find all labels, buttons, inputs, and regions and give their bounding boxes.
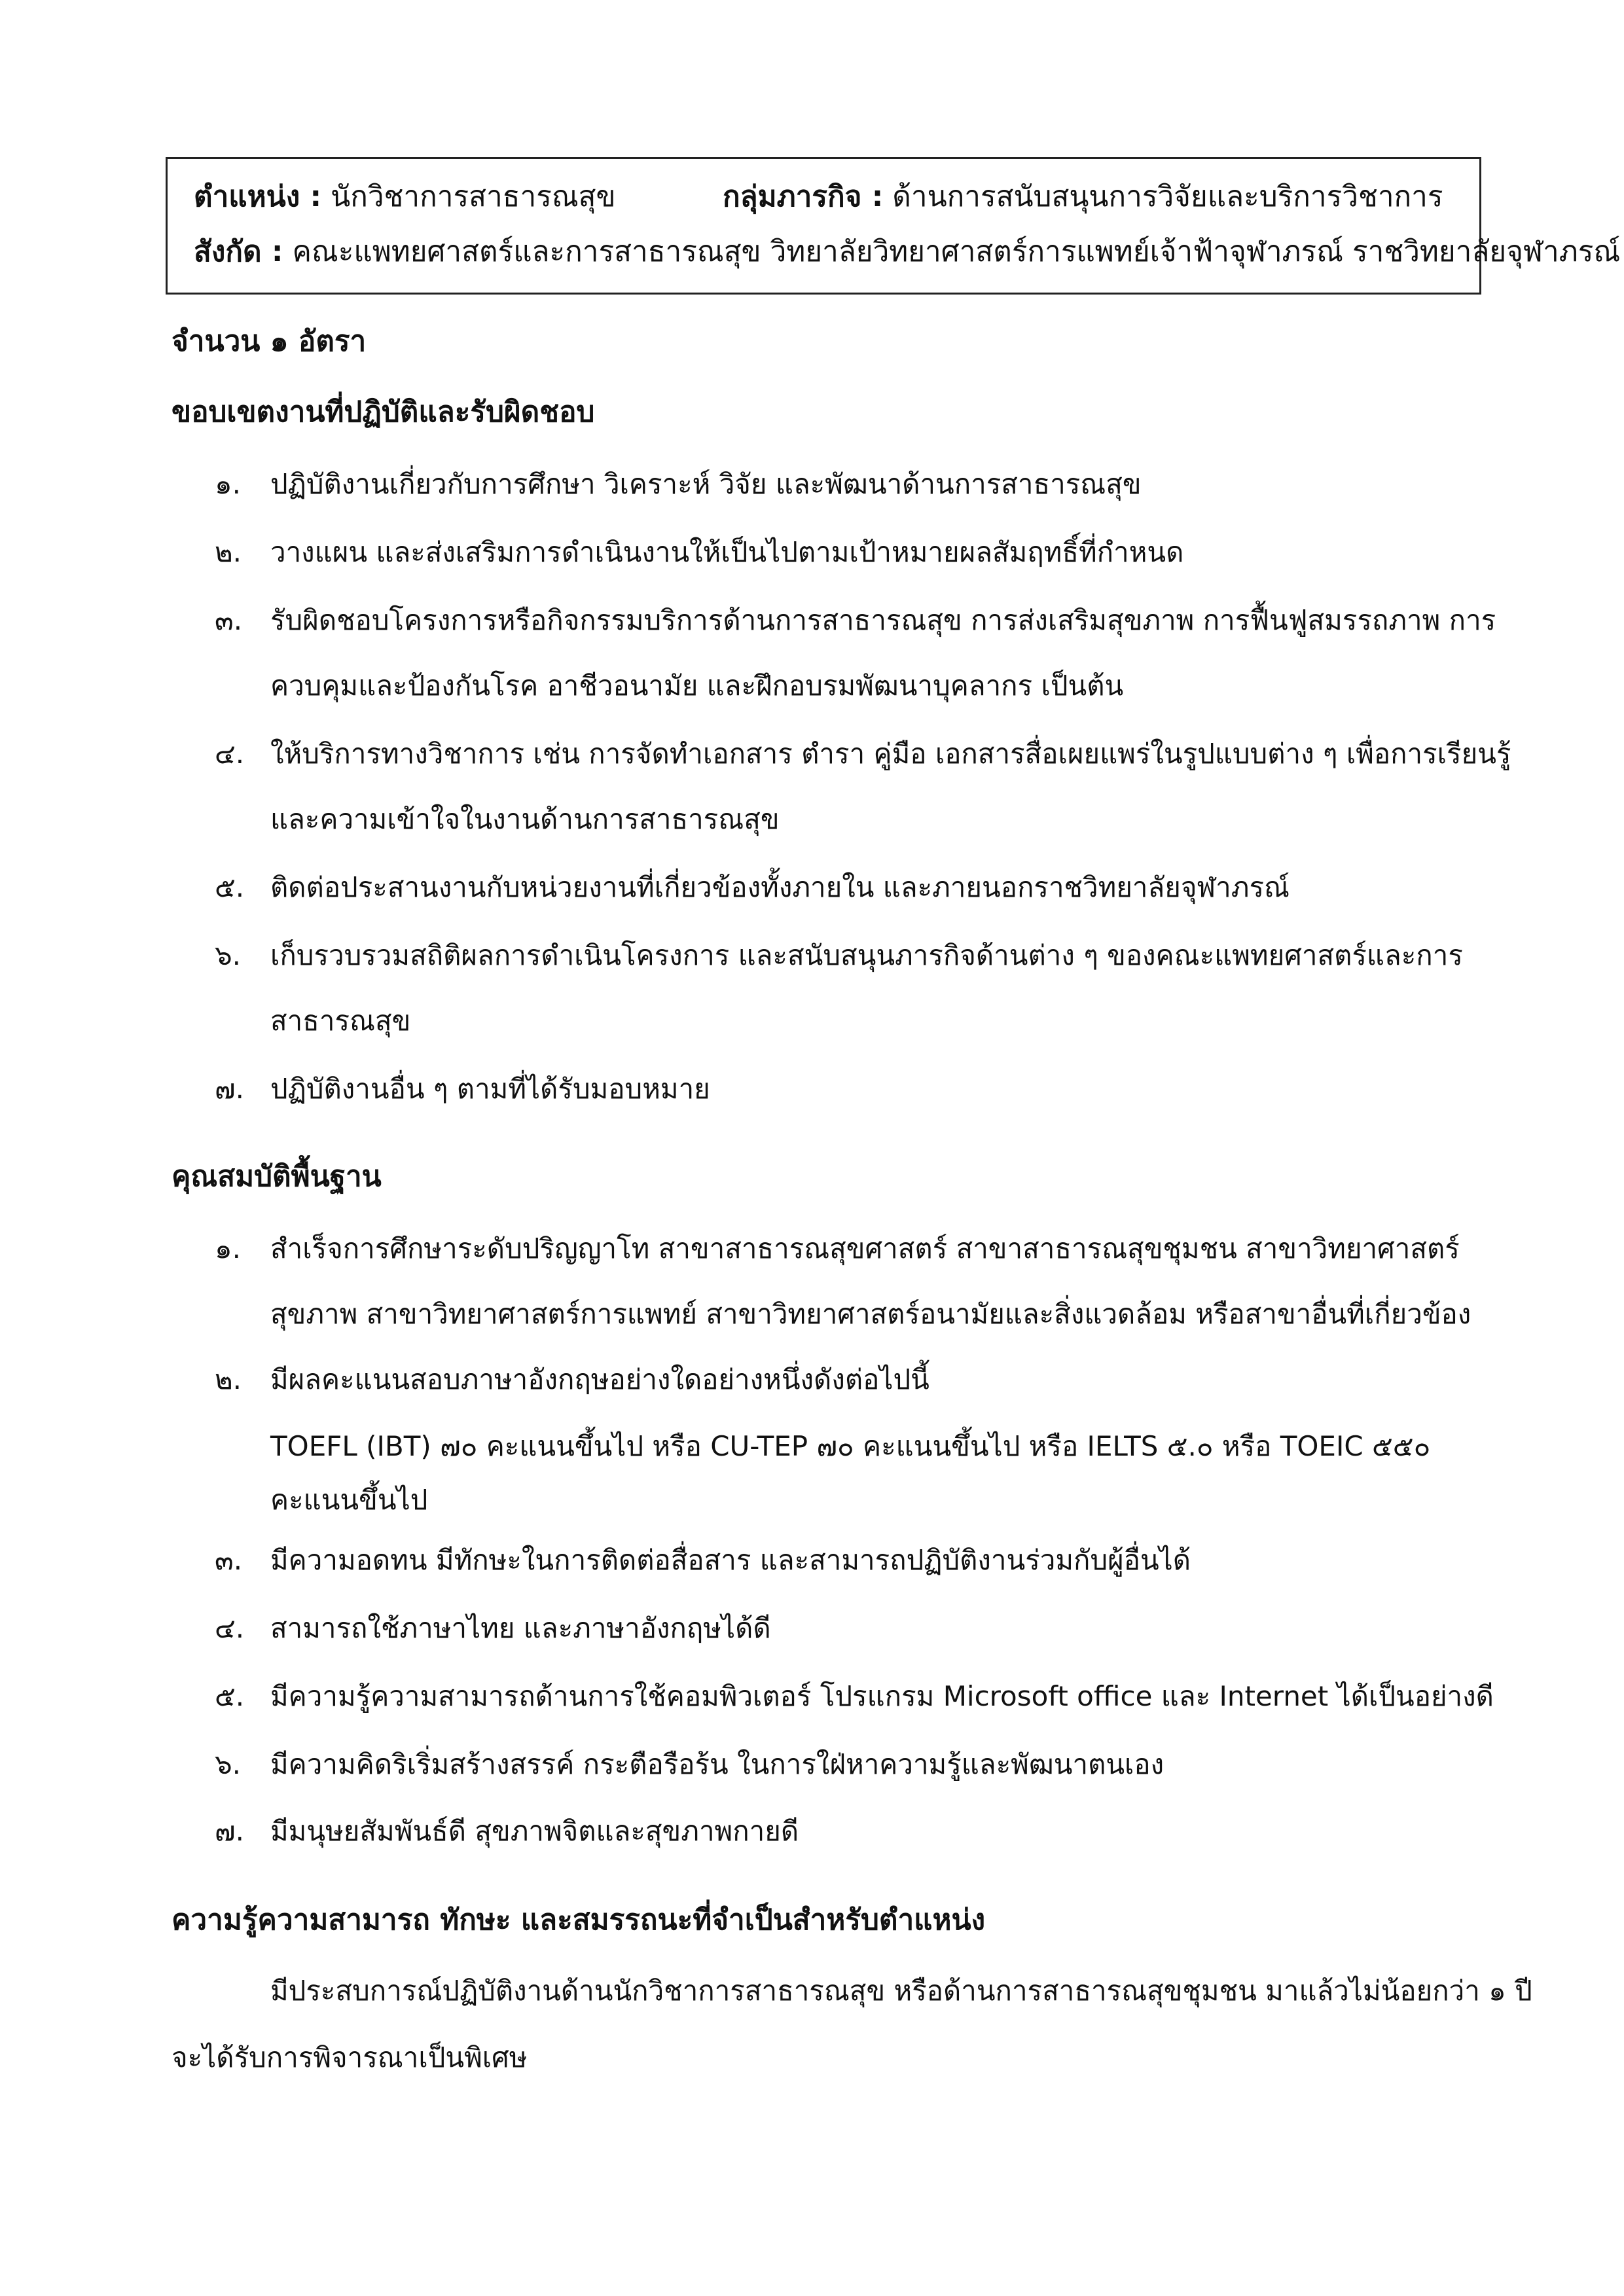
scope-item-3-number: ๓.	[215, 604, 243, 636]
affiliation-label: สังกัด :	[194, 235, 283, 268]
competency-paragraph-line1: มีประสบการณ์ปฏิบัติงานด้านนักวิชาการสาธารณสุข หรือด้านการสาธารณสุขชุมชน มาแล้วไม่น้อยกว่า ๑ ปี	[270, 1975, 1532, 2007]
qualification-item-5-text: มีความรู้ความสามารถด้านการใช้คอมพิวเตอร์ โปรแกรม Microsoft office และ Internet ได้เป็นอย่างดี	[270, 1680, 1494, 1712]
qualification-item-1-text-cont: สุขภาพ สาขาวิทยาศาสตร์การแพทย์ สาขาวิทยาศาสตร์อนามัยและสิ่งแวดล้อม หรือสาขาอื่นที่เกี่ยวข้อง	[270, 1298, 1471, 1330]
qualification-item-7-number: ๗.	[215, 1815, 244, 1847]
position-line	[194, 177, 616, 217]
competency-heading: ความรู้ความสามารถ ทักษะ และสมรรถนะที่จำเป็นสำหรับตำแหน่ง	[171, 1903, 986, 1937]
qualification-item-2-scores: TOEFL (IBT) ๗๐ คะแนนขึ้นไป หรือ CU-TEP ๗๐ คะแนนขึ้นไป หรือ IELTS ๕.๐ หรือ TOEIC ๕๕๐	[270, 1430, 1431, 1462]
scope-item-6-number: ๖.	[215, 939, 242, 971]
qualification-item-5-number: ๕.	[215, 1680, 245, 1712]
scope-item-5-number: ๕.	[215, 871, 245, 903]
scope-item-7-number: ๗.	[215, 1073, 244, 1105]
scope-item-7-text: ปฏิบัติงานอื่น ๆ ตามที่ได้รับมอบหมาย	[270, 1073, 710, 1105]
scope-heading: ขอบเขตงานที่ปฏิบัติและรับผิดชอบ	[171, 395, 595, 429]
qualification-item-2-text: มีผลคะแนนสอบภาษาอังกฤษอย่างใดอย่างหนึ่งดังต่อไปนี้	[270, 1363, 929, 1395]
qualification-item-7-text: มีมนุษยสัมพันธ์ดี สุขภาพจิตและสุขภาพกายดี	[270, 1815, 799, 1847]
scope-item-2-text: วางแผน และส่งเสริมการดำเนินงานให้เป็นไปตามเป้าหมายผลสัมฤทธิ์ที่กำหนด	[270, 536, 1184, 568]
position-count: จำนวน ๑ อัตรา	[171, 325, 367, 358]
position-header-box	[166, 157, 1621, 295]
qualification-item-3-number: ๓.	[215, 1544, 243, 1576]
scope-item-6-text-cont: สาธารณสุข	[270, 1005, 411, 1037]
qualification-item-1-number: ๑.	[215, 1232, 242, 1265]
mission-group-value: ด้านการสนับสนุนการวิจัยและบริการวิชาการ	[883, 180, 1443, 213]
mission-group-line	[723, 177, 1443, 217]
qualification-item-6-number: ๖.	[215, 1748, 242, 1780]
scope-item-6-text: เก็บรวบรวมสถิติผลการดำเนินโครงการ และสนับสนุนภารกิจด้านต่าง ๆ ของคณะแพทยศาสตร์และการ	[270, 939, 1463, 971]
qualification-item-2-number: ๒.	[215, 1363, 242, 1395]
qualification-item-2-scores-cont: คะแนนขึ้นไป	[270, 1484, 428, 1516]
scope-item-2-number: ๒.	[215, 536, 242, 568]
scope-item-1-text: ปฏิบัติงานเกี่ยวกับการศึกษา วิเคราะห์ วิจัย และพัฒนาด้านการสาธารณสุข	[270, 468, 1142, 500]
affiliation-value: คณะแพทยศาสตร์และการสาธารณสุข วิทยาลัยวิทยาศาสตร์การแพทย์เจ้าฟ้าจุฬาภรณ์ ราชวิทยาลัยจุฬาภรณ์	[283, 235, 1621, 268]
affiliation-line	[194, 232, 1620, 272]
scope-item-4-number: ๔.	[215, 738, 245, 770]
competency-paragraph-line2: จะได้รับการพิจารณาเป็นพิเศษ	[171, 2041, 528, 2073]
mission-group-label: กลุ่มภารกิจ :	[723, 180, 884, 213]
qualification-item-1-text: สำเร็จการศึกษาระดับปริญญาโท สาขาสาธารณสุขศาสตร์ สาขาสาธารณสุขชุมชน สาขาวิทยาศาสตร์	[270, 1232, 1460, 1265]
scope-item-4-text-cont: และความเข้าใจในงานด้านการสาธารณสุข	[270, 803, 780, 835]
qualifications-heading: คุณสมบัติพื้นฐาน	[171, 1160, 382, 1193]
qualification-item-4-number: ๔.	[215, 1612, 245, 1644]
scope-item-5-text: ติดต่อประสานงานกับหน่วยงานที่เกี่ยวข้องทั้งภายใน และภายนอกราชวิทยาลัยจุฬาภรณ์	[270, 871, 1290, 903]
qualification-item-3-text: มีความอดทน มีทักษะในการติดต่อสื่อสาร และสามารถปฏิบัติงานร่วมกับผู้อื่นได้	[270, 1544, 1191, 1576]
position-value: นักวิชาการสาธารณสุข	[321, 180, 616, 213]
qualification-item-6-text: มีความคิดริเริ่มสร้างสรรค์ กระตือรือร้น ในการใฝ่หาความรู้และพัฒนาตนเอง	[270, 1748, 1164, 1780]
scope-item-3-text-cont: ควบคุมและป้องกันโรค อาชีวอนามัย และฝึกอบรมพัฒนาบุคลากร เป็นต้น	[270, 670, 1124, 702]
qualification-item-4-text: สามารถใช้ภาษาไทย และภาษาอังกฤษได้ดี	[270, 1612, 771, 1644]
position-label: ตำแหน่ง :	[194, 180, 322, 213]
scope-item-1-number: ๑.	[215, 468, 242, 500]
scope-item-3-text: รับผิดชอบโครงการหรือกิจกรรมบริการด้านการสาธารณสุข การส่งเสริมสุขภาพ การฟื้นฟูสมรรถภาพ การ	[270, 604, 1496, 636]
scope-item-4-text: ให้บริการทางวิชาการ เช่น การจัดทำเอกสาร ตำรา คู่มือ เอกสารสื่อเผยแพร่ในรูปแบบต่าง ๆ เพื่อการเรียนรู้	[270, 738, 1511, 770]
